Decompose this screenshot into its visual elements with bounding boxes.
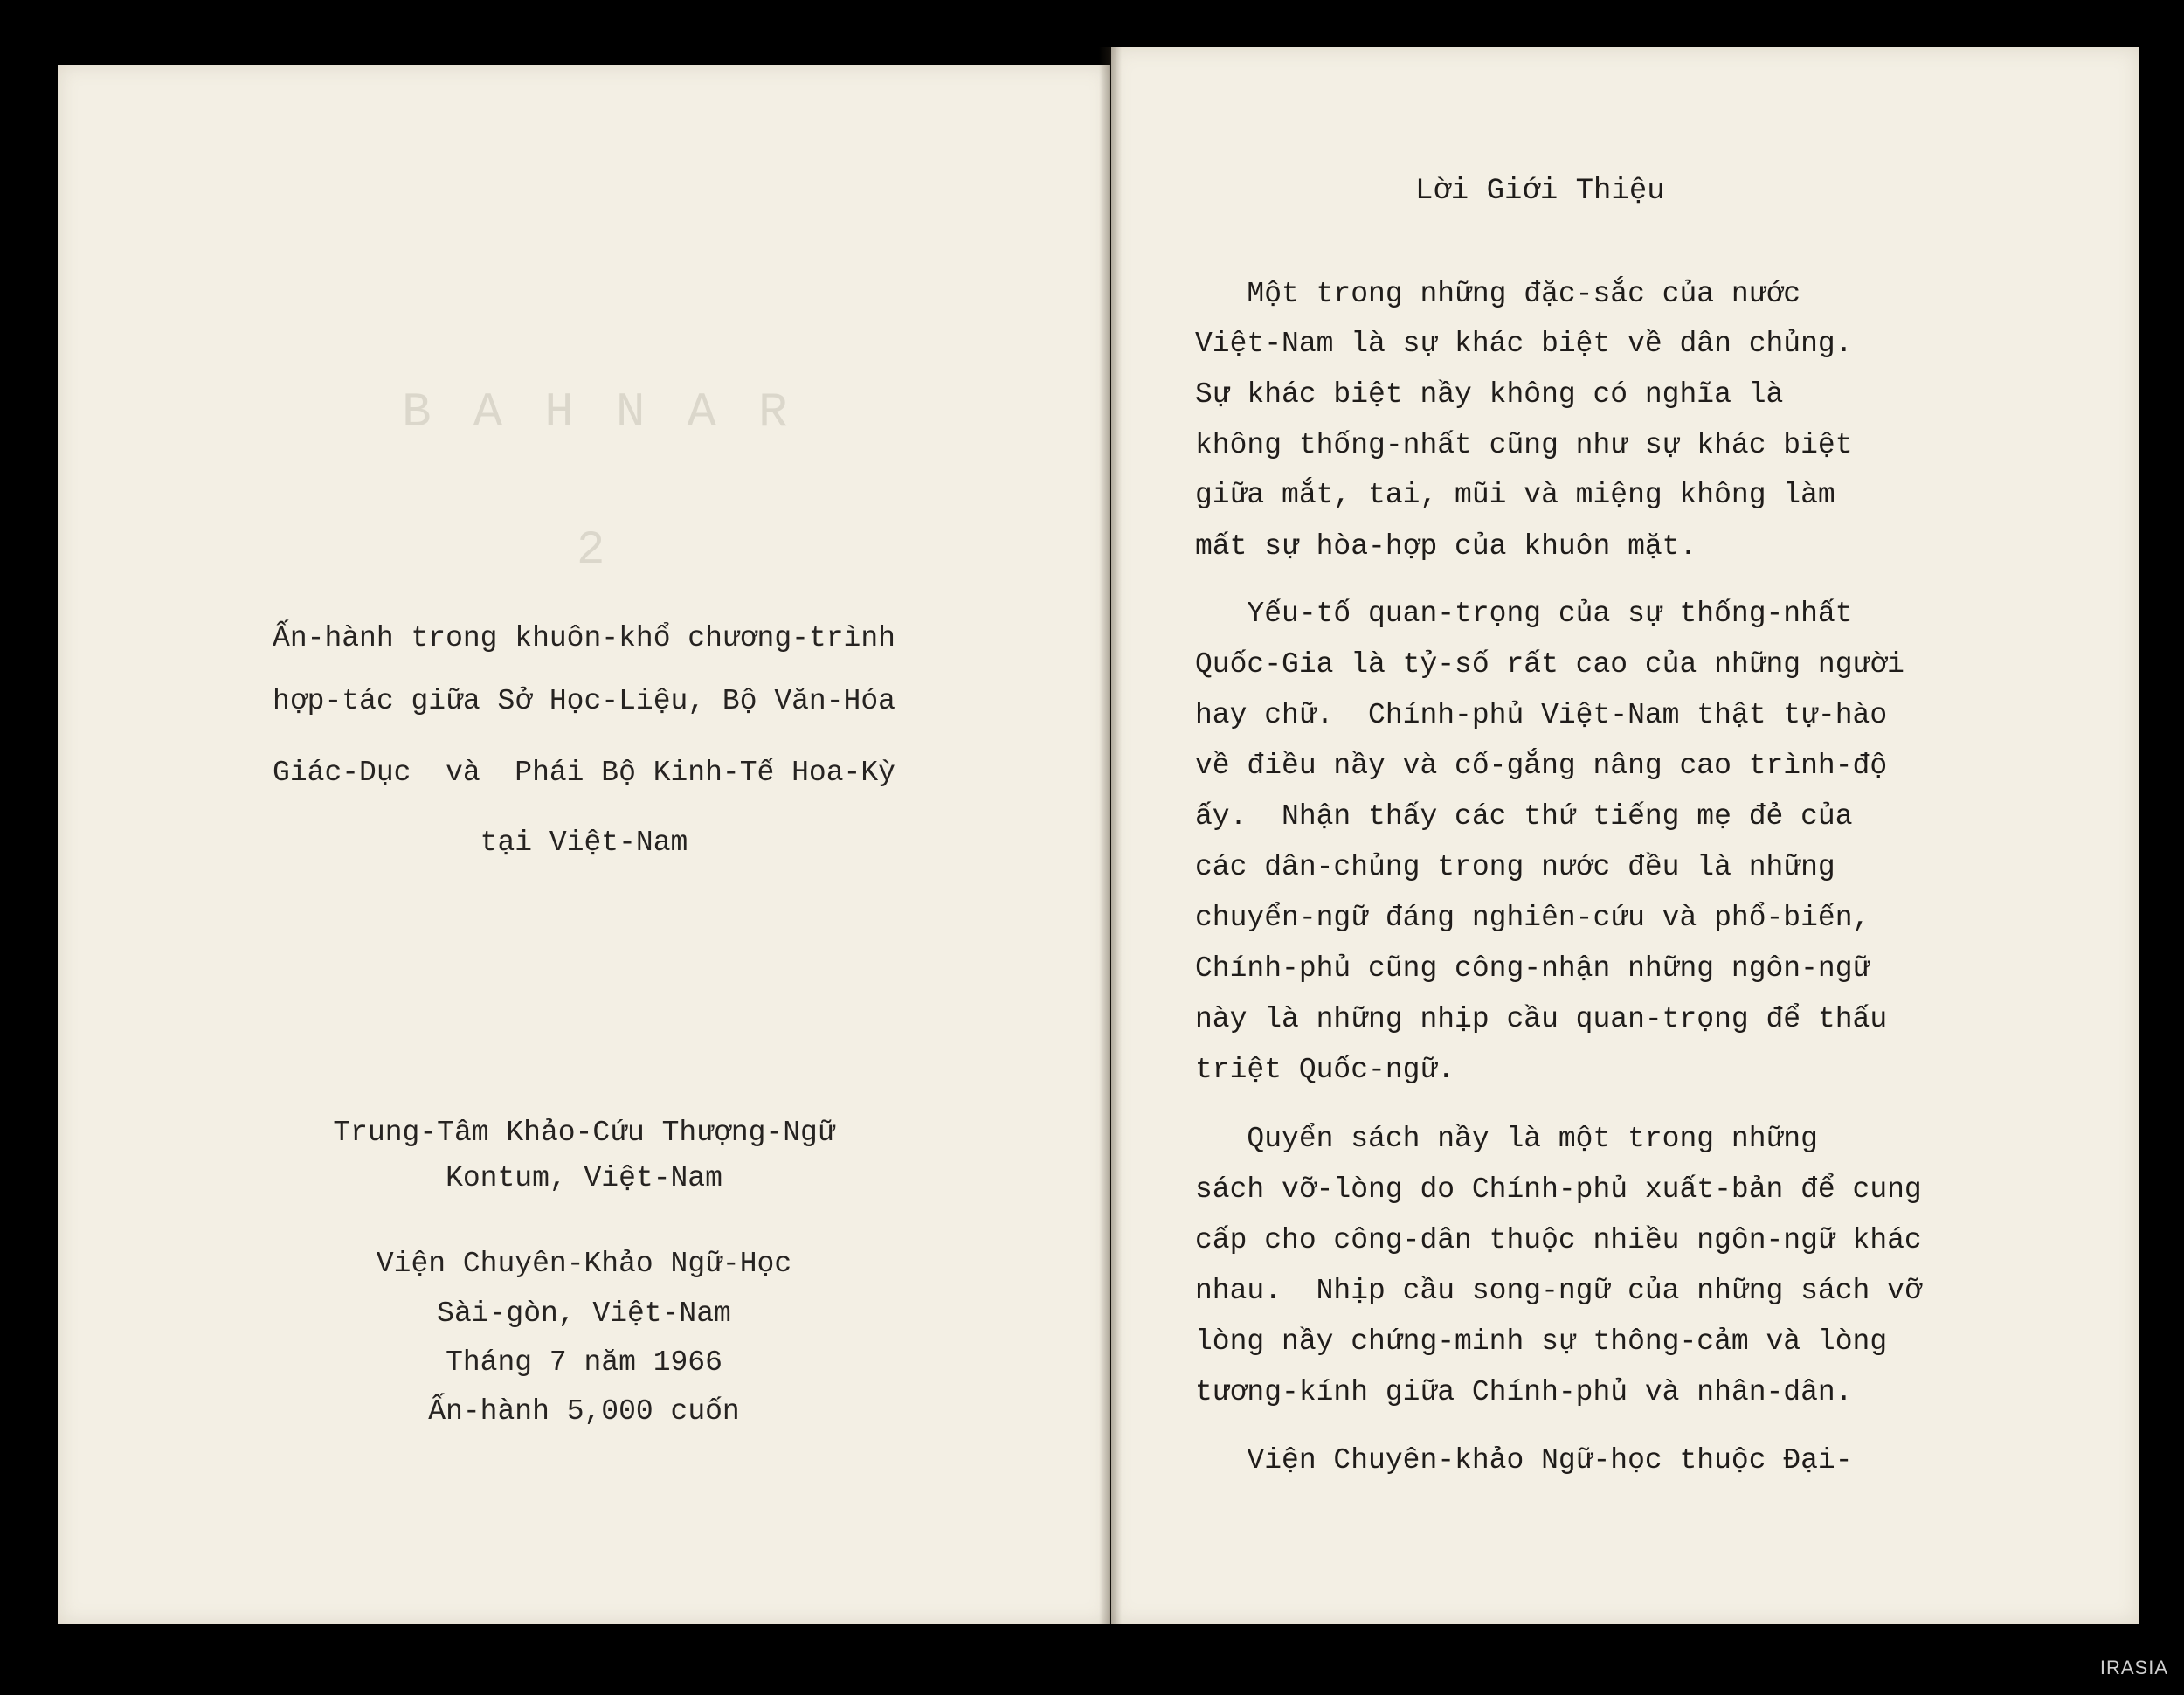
imprint-line: Ấn-hành 5,000 cuốn xyxy=(428,1395,740,1428)
body-line: giữa mắt, tai, mũi và miệng không làm xyxy=(1195,479,1835,511)
body-line: ấy. Nhận thấy các thứ tiếng mẹ đẻ của xyxy=(1195,800,1853,833)
body-line: cấp cho công-dân thuộc nhiều ngôn-ngữ khác xyxy=(1195,1224,1922,1256)
body-line: nhau. Nhịp cầu song-ngữ của những sách vỡ xyxy=(1195,1275,1922,1307)
body-line: Quyển sách nầy là một trong những xyxy=(1195,1123,1818,1155)
watermark-logo: IRASIA xyxy=(2099,1657,2168,1678)
ghost-number: 2 xyxy=(577,524,605,578)
body-line: Quốc-Gia là tỷ-số rất cao của những người xyxy=(1195,648,1904,681)
publication-note-line: Ấn-hành trong khuôn-khổ chương-trình xyxy=(273,622,895,654)
body-line: này là những nhịp cầu quan-trọng để thấu xyxy=(1195,1003,1888,1035)
ghost-title: BAHNAR xyxy=(402,384,830,440)
publisher-line: Trung-Tâm Khảo-Cứu Thượng-Ngữ xyxy=(333,1117,835,1149)
body-line: Sự khác biệt nầy không có nghĩa là xyxy=(1195,378,1784,411)
imprint-line: Sài-gòn, Việt-Nam xyxy=(437,1297,731,1330)
body-line: Viện Chuyên-khảo Ngữ-học thuộc Đại- xyxy=(1195,1444,1853,1477)
publication-note-line: tại Việt-Nam xyxy=(480,827,688,859)
body-line: Một trong những đặc-sắc của nước xyxy=(1195,278,1801,310)
publication-note-line: Giác-Dục và Phái Bộ Kinh-Tế Hoa-Kỳ xyxy=(273,757,895,789)
publisher-line: Kontum, Việt-Nam xyxy=(446,1162,722,1194)
imprint-line: Viện Chuyên-Khảo Ngữ-Học xyxy=(376,1248,792,1280)
body-line: Yếu-tố quan-trọng của sự thống-nhất xyxy=(1195,598,1853,630)
imprint-line: Tháng 7 năm 1966 xyxy=(446,1346,722,1379)
body-line: các dân-chủng trong nước đều là những xyxy=(1195,851,1835,883)
body-line: không thống-nhất cũng như sự khác biệt xyxy=(1195,429,1853,461)
body-line: chuyển-ngữ đáng nghiên-cứu và phổ-biến, xyxy=(1195,902,1870,934)
body-line: Việt-Nam là sự khác biệt về dân chủng. xyxy=(1195,328,1853,360)
publication-note-line: hợp-tác giữa Sở Học-Liệu, Bộ Văn-Hóa xyxy=(273,685,895,717)
body-line: hay chữ. Chính-phủ Việt-Nam thật tự-hào xyxy=(1195,699,1888,731)
body-line: mất sự hòa-hợp của khuôn mặt. xyxy=(1195,530,1697,563)
page-heading: Lời Giới Thiệu xyxy=(1415,175,1665,208)
body-line: về điều nầy và cố-gắng nâng cao trình-độ xyxy=(1195,750,1888,782)
body-line: tương-kính giữa Chính-phủ và nhân-dân. xyxy=(1195,1376,1853,1408)
body-line: sách vỡ-lòng do Chính-phủ xuất-bản để cung xyxy=(1195,1173,1922,1206)
body-line: lòng nầy chứng-minh sự thông-cảm và lòng xyxy=(1195,1325,1888,1358)
body-line: triệt Quốc-ngữ. xyxy=(1195,1054,1455,1086)
body-line: Chính-phủ cũng công-nhận những ngôn-ngữ xyxy=(1195,952,1870,985)
